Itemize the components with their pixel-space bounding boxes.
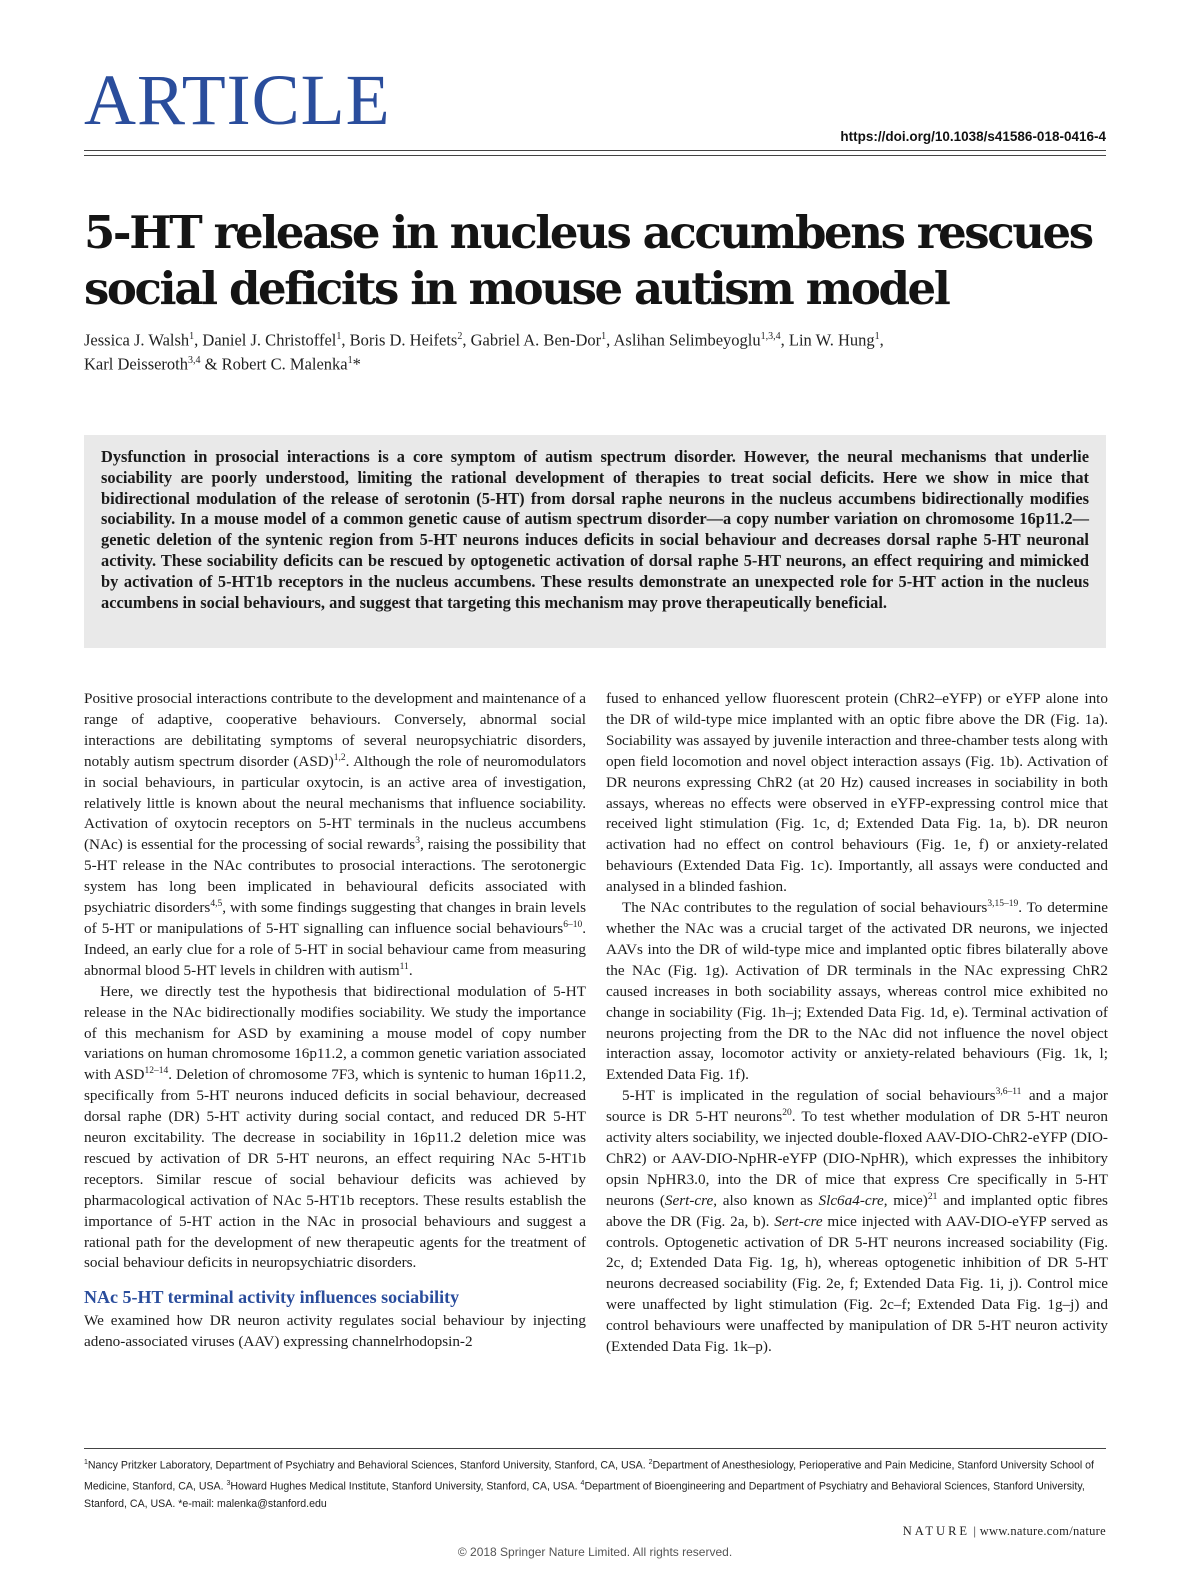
citation-superscript: 3 <box>415 836 420 847</box>
paragraph: 5-HT is implicated in the regulation of social behaviours$^{3,6-11}$ and a major source is DR 5-HT neurons$^{20}$. To test whether modulation of DR 5-HT neuron activity alters sociability, we injected double-floxed AAV-DIO-ChR2-eYFP (DIO-ChR2) or AAV-DIO-NpHR-eYFP (DIO-NpHR), which expresses the inhibitory opsin NpHR3.0, into the DR of mice that express Cre specifically in 5-HT neurons (Sert-cre, also known as Slc6a4-cre, mice)$^{21}$ and implanted optic fibres above the DR (Fig. 2a, b). Sert-cre mice injected with AAV-DIO-eYFP served as controls. Optogenetic activation of DR 5-HT neurons increased sociability (Fig. 2c, d; Extended Data Fig. 1g, h), whereas optogenetic inhibition of DR 5-HT neurons decreased sociability (Fig. 2e, f; Extended Data Fig. 1i, j). Control mice were unaffected by light stimulation (Fig. 2c–f; Extended Data Fig. 1g–j) and control behaviours were unaffected by manipulation of DR 5-HT neuron activity (Extended Data Fig. 1k–p). <box>606 1087 1109 1356</box>
journal-footer <box>903 1524 1106 1539</box>
italic-text: Sert-cre <box>664 1191 714 1209</box>
author-name: Robert C. Malenka <box>221 354 348 373</box>
article-title: 5-HT release in nucleus accumbens rescues social deficits in mouse autism model <box>84 206 1092 315</box>
journal-name: NATURE <box>902 1524 971 1538</box>
citation-superscript: 20 <box>782 1108 792 1119</box>
author-affiliation-mark: 1 <box>336 331 342 342</box>
author-name: Aslihan Selimbeyoglu <box>613 330 761 350</box>
author-affiliation-mark: 1 <box>189 331 195 342</box>
author-affiliation-mark: 1 <box>347 354 353 366</box>
paragraph: Here, we directly test the hypothesis that bidirectional modulation of 5-HT release in the NAc bidirectionally modifies sociability. We study the importance of this mechanism for ASD by examining a mouse model of copy number variations on human chromosome 16p11.2, a common genetic variation associated with ASD$^{12-14}$. Deletion of chromosome 7F3, which is syntenic to human 16p11.2, specifically from 5-HT neurons induced deficits in social behaviour, decreased dorsal raphe (DR) 5-HT activity during social contact, and reduced DR 5-HT neuron excitability. The decrease in sociability in 16p11.2 deletion mice was rescued by activation of DR 5-HT neurons, an effect requiring NAc 5-HT1b receptors. Similar rescue of social behaviour deficits was achieved by pharmacological activation of NAc 5-HT1b receptors. These results establish the importance of 5-HT action in the NAc in prosocial behaviours and suggest a rational path for the development of new therapeutic agents for the treatment of social behaviour deficits in neuropsychiatric disorders. <box>84 982 586 1272</box>
citation-superscript: 12–14 <box>144 1066 169 1077</box>
citation-superscript: 4,5 <box>210 899 223 909</box>
italic-text: Slc6a4-cre <box>818 1191 884 1209</box>
citation-superscript: 11 <box>399 961 409 972</box>
paragraph: fused to enhanced yellow fluorescent protein (ChR2–eYFP) or eYFP alone into the DR of wild-type mice implanted with an optic fibre above the DR (Fig. 1a). Sociability was assayed by juvenile interaction and three-chamber tests along with open field locomotion and novel object interaction assays (Fig. 1b). Activation of DR neurons expressing ChR2 (at 20 Hz) caused increases in sociability in both assays, whereas no effects were observed in eYFP-expressing control mice that received light stimulation (Fig. 1c, d; Extended Data Fig. 1a, b). DR neuron activation had no effect on control behaviours (Fig. 1e, f) or anxiety-related behaviours (Extended Data Fig. 1c). Importantly, all assays were conducted and analysed in a blinded fashion. <box>606 690 1108 896</box>
italic-text: Sert-cre <box>774 1212 823 1230</box>
body-column-left <box>84 689 586 1353</box>
citation-superscript: 1,2 <box>333 752 346 763</box>
paragraph: We examined how DR neuron activity regulates social behaviour by injecting adeno-associated viruses (AAV) expressing channelrhodopsin-2 <box>84 1312 586 1351</box>
author-name: Gabriel A. Ben-Dor <box>470 330 602 350</box>
doi-link[interactable]: https://doi.org/10.1038/s41586-018-0416-4 <box>840 129 1106 144</box>
author-name: Lin W. Hung <box>788 330 875 350</box>
citation-superscript: 3 <box>226 1479 231 1487</box>
header-rule <box>84 150 1106 151</box>
header-rule-second <box>84 155 1106 156</box>
author-affiliation-mark: 2 <box>457 331 463 342</box>
affiliations-footnote: $^1$Nancy Pritzker Laboratory, Department of Psychiatry and Behavioral Sciences, Stanford University, Stanford, CA, USA. $^2$Department of Anesthesiology, Perioperative and Pain Medicine, Stanford University School of Medicine, Stanford, CA, USA. $^3$Howard Hughes Medical Institute, Stanford University, Stanford, CA, USA. $^4$Department of Bioengineering and Department of Psychiatry and Behavioral Sciences, Stanford University, Stanford, CA, USA. *e-mail: malenka@stanford.edu <box>84 1459 1094 1511</box>
author-affiliation-mark: 1 <box>874 331 880 342</box>
citation-superscript: 2 <box>648 1459 653 1466</box>
abstract-text: Dysfunction in prosocial interactions is a core symptom of autism spectrum disorder. However, the neural mechanisms that underlie sociability are poorly understood, limiting the rational development of therapies to treat social deficits. Here we show in mice that bidirectional modulation of the release of serotonin (5-HT) from dorsal raphe neurons in the nucleus accumbens bidirectionally modifies sociability. In a mouse model of a common genetic cause of autism spectrum disorder—a copy number variation on chromosome 16p11.2—genetic deletion of the syntenic region from 5-HT neurons induces deficits in social behaviour and decreases dorsal raphe 5-HT neuronal activity. These sociability deficits can be rescued by optogenetic activation of dorsal raphe 5-HT neurons, an effect requiring and mimicked by activation of 5-HT1b receptors in the nucleus accumbens. These results demonstrate an unexpected role for 5-HT action in the nucleus accumbens in social behaviours, and suggest that targeting this mechanism may prove therapeutically beneficial. <box>101 447 1089 612</box>
citation-superscript: 21 <box>927 1191 938 1202</box>
article-type-label: ARTICLE <box>84 60 391 140</box>
citation-superscript: 3,6–11 <box>995 1087 1022 1098</box>
abstract-box <box>84 435 1106 648</box>
citation-superscript: 6–10 <box>563 919 583 930</box>
journal-url-link[interactable]: www.nature.com/nature <box>979 1524 1106 1538</box>
citation-superscript: 3,15–19 <box>987 899 1019 909</box>
author-name: Jessica J. Walsh <box>84 330 190 350</box>
author-affiliation-mark: 3,4 <box>188 354 201 366</box>
author-list: Jessica J. Walsh$^1$, Daniel J. Christoffel$^1$, Boris D. Heifets$^2$, Gabriel A. Ben-Dor$^1$, Aslihan Selimbeyoglu$^{1,3,4}$, Lin W. Hung$^1$, Karl Deisseroth$^{3,4}$ & Robert C. Malenka$^1$* <box>84 330 884 373</box>
citation-superscript: 1 <box>84 1459 88 1466</box>
section-heading: NAc 5-HT terminal activity influences sociability <box>84 1287 460 1308</box>
citation-superscript: 4 <box>580 1479 585 1487</box>
paragraph: The NAc contributes to the regulation of social behaviours$^{3,15-19}$. To determine whether the NAc was a crucial target of the activated DR neurons, we injected AAVs into the DR of wild-type mice and implanted optic fibres bilaterally above the NAc (Fig. 1g). Activation of DR terminals in the NAc expressing ChR2 caused increases in both sociability assays, whereas control mice exhibited no change in sociability (Fig. 1h–j; Extended Data Fig. 1d, e). Terminal activation of neurons projecting from the DR to the NAc did not influence the novel object interaction assay, locomotor activity or anxiety-related behaviours (Fig. 1k, l; Extended Data Fig. 1f). <box>606 899 1108 1084</box>
author-name: Karl Deisseroth <box>84 354 189 373</box>
author-name: Boris D. Heifets <box>349 330 458 350</box>
copyright-notice: © 2018 Springer Nature Limited. All rights reserved. <box>457 1545 733 1559</box>
footnote-rule <box>84 1448 1106 1449</box>
author-name: Daniel J. Christoffel <box>202 330 337 350</box>
paragraph: Positive prosocial interactions contribute to the development and maintenance of a range of adaptive, cooperative behaviours. Conversely, abnormal social interactions are debilitating symptoms of several neuropsychiatric disorders, notably autism spectrum disorder (ASD)$^{1,2}$. Although the role of neuromodulators in social behaviours, in particular oxytocin, is an active area of investigation, relatively little is known about the neural mechanisms that influence sociability. Activation of oxytocin receptors on 5-HT terminals in the nucleus accumbens (NAc) is essential for the processing of social rewards$^3$, raising the possibility that 5-HT release in the NAc contributes to prosocial interactions. The serotonergic system has long been implicated in behavioural deficits associated with psychiatric disorders$^{4,5}$, with some findings suggesting that changes in brain levels of 5-HT or manipulations of 5-HT signalling can influence social behaviours$^{6-10}$. Indeed, an early clue for a role of 5-HT in social behaviour came from measuring abnormal blood 5-HT levels in children with autism$^{11}$. <box>84 690 586 979</box>
author-affiliation-mark: 1 <box>601 331 607 342</box>
body-column-right <box>606 689 1108 1358</box>
author-affiliation-mark: 1,3,4 <box>760 331 781 342</box>
footer-separator: | <box>973 1524 980 1538</box>
